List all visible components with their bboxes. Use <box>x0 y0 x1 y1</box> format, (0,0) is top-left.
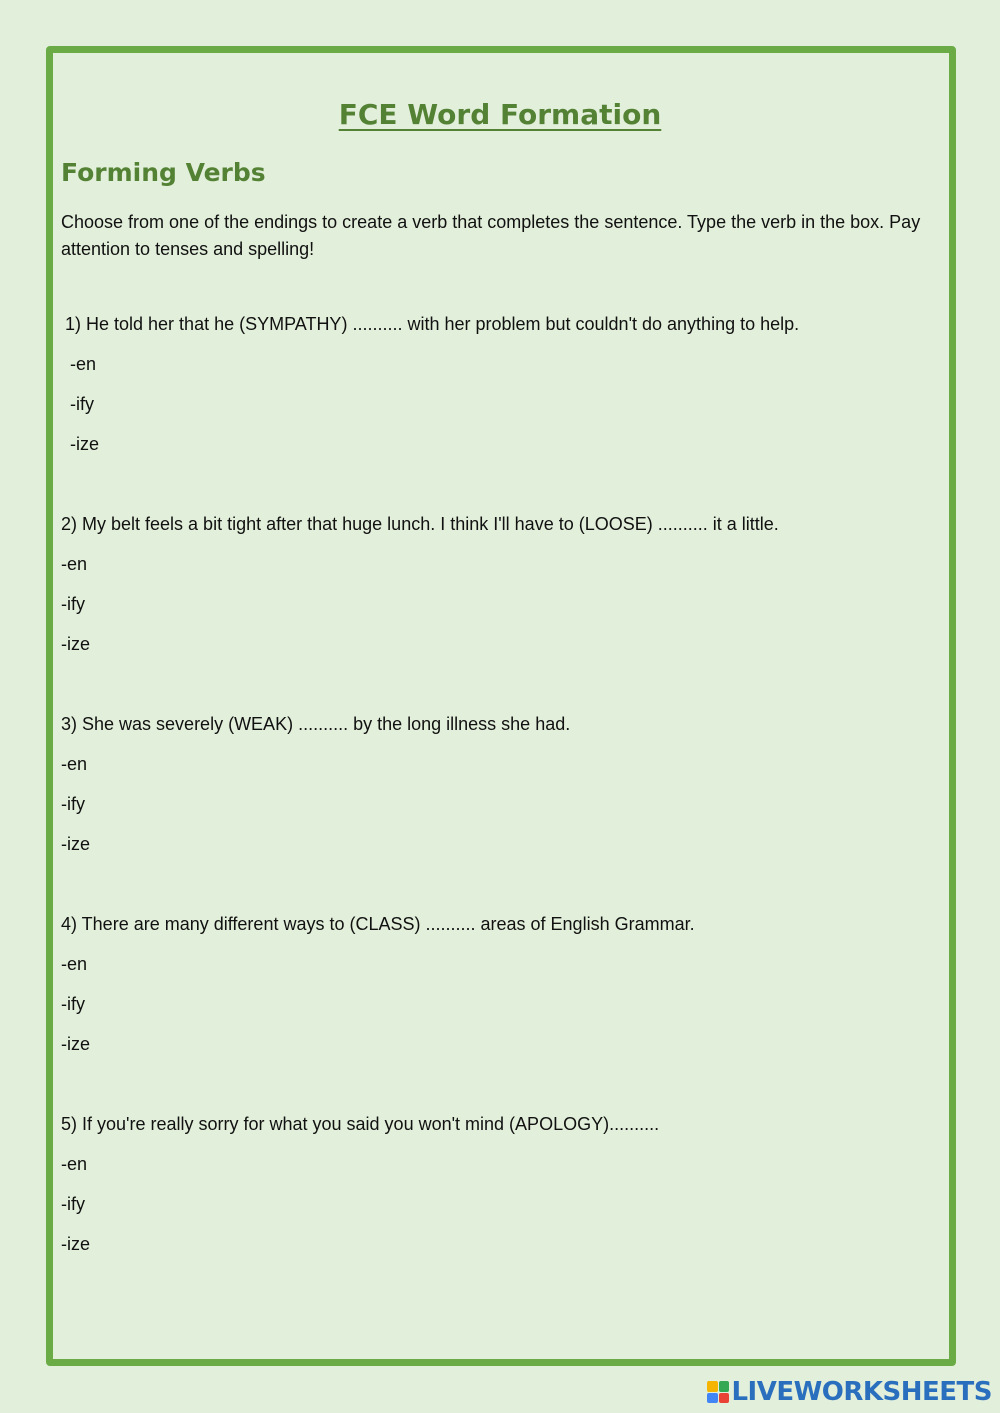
question-text: 5) If you're really sorry for what you said you won't mind (APOLOGY).......... <box>61 1114 660 1134</box>
option-en[interactable]: -en <box>61 1154 88 1174</box>
option-ify[interactable]: -ify <box>61 794 85 814</box>
option-en[interactable]: -en <box>61 754 88 774</box>
instructions: Choose from one of the endings to create a verb that completes the sentence. Type the verb in the box. Pay attention to tenses and spelling! <box>61 212 921 259</box>
option-en[interactable]: -en <box>61 954 88 974</box>
question-text: 1) He told her that he (SYMPATHY) .......... with her problem but couldn't do anything to help. <box>65 314 800 334</box>
option-ify[interactable]: -ify <box>70 394 94 414</box>
option-ize[interactable]: -ize <box>61 1034 91 1054</box>
option-ify[interactable]: -ify <box>61 594 85 614</box>
logo-tile <box>719 1381 730 1392</box>
question-text: 4) There are many different ways to (CLASS) .......... areas of English Grammar. <box>61 914 695 934</box>
option-en[interactable]: -en <box>61 554 88 574</box>
option-ify[interactable]: -ify <box>61 1194 85 1214</box>
logo-tile <box>707 1393 718 1404</box>
option-ize[interactable]: -ize <box>70 434 100 454</box>
option-ify[interactable]: -ify <box>61 994 85 1014</box>
option-ize[interactable]: -ize <box>61 634 91 654</box>
option-ize[interactable]: -ize <box>61 834 91 854</box>
liveworksheets-logo <box>707 1377 992 1407</box>
worksheet-title: FCE Word Formation <box>338 98 662 131</box>
logo-mark-icon <box>707 1381 729 1403</box>
question-text: 3) She was severely (WEAK) .......... by the long illness she had. <box>61 714 571 734</box>
logo-text: LIVEWORKSHEETS <box>731 1377 992 1407</box>
logo-tile <box>707 1381 718 1392</box>
option-en[interactable]: -en <box>70 354 97 374</box>
logo-tile <box>719 1393 730 1404</box>
question-text: 2) My belt feels a bit tight after that huge lunch. I think I'll have to (LOOSE) .......... it a little. <box>61 514 779 534</box>
option-ize[interactable]: -ize <box>61 1234 91 1254</box>
section-heading: Forming Verbs <box>61 158 266 187</box>
